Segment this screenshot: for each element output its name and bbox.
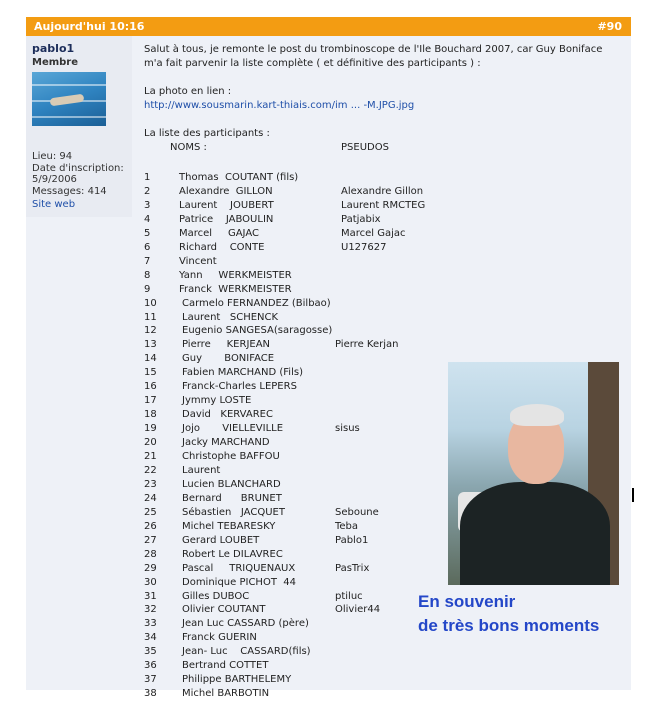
participant-name: Yann WERKMEISTER xyxy=(179,269,292,281)
participant-name: Fabien MARCHAND (Fils) xyxy=(182,367,303,379)
participant-number: 5 xyxy=(144,227,151,239)
author-meta xyxy=(32,151,124,197)
participant-number: 37 xyxy=(144,674,157,686)
participant-number: 17 xyxy=(144,395,157,407)
participant-name: Gilles DUBOC xyxy=(182,590,250,602)
participant-name: Patrice JABOULIN xyxy=(179,213,274,225)
col-pseudos-header: PSEUDOS xyxy=(341,142,389,153)
participant-number: 14 xyxy=(144,353,157,365)
participant-pseudo: Pablo1 xyxy=(335,534,369,546)
participant-number: 35 xyxy=(144,646,157,658)
post-timestamp: Aujourd'hui 10:16 xyxy=(34,20,145,33)
participant-number: 12 xyxy=(144,325,157,337)
text-cursor xyxy=(632,488,634,502)
participant-pseudo: Patjabix xyxy=(341,213,381,225)
participant-number: 38 xyxy=(144,688,157,700)
participant-name: Lucien BLANCHARD xyxy=(182,478,281,490)
participant-name: Michel TEBARESKY xyxy=(182,520,276,532)
participant-number: 11 xyxy=(144,311,157,323)
participant-number: 32 xyxy=(144,604,157,616)
photo-link[interactable]: http://www.sousmarin.kart-thiais.com/im ... -M.JPG.jpg xyxy=(144,100,415,111)
participant-number: 21 xyxy=(144,451,157,462)
participant-pseudo: sisus xyxy=(335,423,360,435)
participant-name: Pierre KERJEAN xyxy=(182,339,271,351)
participant-number: 6 xyxy=(144,241,151,253)
participant-name: Thomas COUTANT (fils) xyxy=(179,172,299,183)
participant-number: 8 xyxy=(144,269,151,281)
participant-name: Jojo VIELLEVILLE xyxy=(182,423,284,435)
participant-number: 2 xyxy=(144,185,151,197)
author-panel xyxy=(26,36,132,217)
participant-number: 13 xyxy=(144,339,157,351)
participant-name: Bertrand COTTET xyxy=(182,660,269,672)
participant-name: Franck GUERIN xyxy=(182,632,257,644)
participant-number: 33 xyxy=(144,618,157,630)
participant-pseudo: PasTrix xyxy=(335,562,370,574)
author-rank: Membre xyxy=(32,57,79,68)
participant-number: 26 xyxy=(144,520,157,532)
participant-number: 23 xyxy=(144,478,157,490)
participant-name: Laurent xyxy=(182,464,221,476)
participant-name: Richard CONTE xyxy=(179,241,265,253)
post-number-link[interactable]: #90 xyxy=(597,20,622,33)
participant-number: 4 xyxy=(144,213,151,225)
participant-number: 34 xyxy=(144,632,157,644)
participant-name: Olivier COUTANT xyxy=(182,604,266,616)
participant-pseudo: Marcel Gajac xyxy=(341,227,406,239)
participant-number: 18 xyxy=(144,409,157,421)
participant-name: Guy BONIFACE xyxy=(182,353,275,365)
participant-number: 10 xyxy=(144,297,157,309)
participant-pseudo: Teba xyxy=(335,520,359,532)
participant-number: 9 xyxy=(144,283,151,295)
participant-pseudo: Alexandre Gillon xyxy=(341,185,424,197)
participant-pseudo: Olivier44 xyxy=(335,604,381,616)
participant-name: Franck-Charles LEPERS xyxy=(182,381,297,393)
participant-name: Sébastien JACQUET xyxy=(182,506,285,518)
participant-name: Jymmy LOSTE xyxy=(182,395,252,407)
participant-name: Marcel GAJAC xyxy=(179,227,259,239)
avatar xyxy=(32,72,106,126)
participant-number: 25 xyxy=(144,506,157,518)
participant-name: Laurent JOUBERT xyxy=(179,199,274,211)
participant-number: 36 xyxy=(144,660,157,672)
participant-number: 3 xyxy=(144,199,151,211)
participant-name: Eugenio SANGESA(saragosse) xyxy=(182,325,333,337)
list-label: La liste des participants : xyxy=(144,128,270,139)
photo-label: La photo en lien : xyxy=(144,86,232,97)
participant-number: 19 xyxy=(144,423,157,435)
participant-pseudo: Pierre Kerjan xyxy=(335,339,399,351)
intro-text: Salut à tous, je remonte le post du trombinoscope de l'Ile Bouchard 2007, car Guy Boniface m'a fait parvenir la liste complète ( et définitive des participants ) : xyxy=(144,44,603,69)
participant-name: Dominique PICHOT 44 xyxy=(182,576,297,588)
post-header xyxy=(26,17,631,36)
author-joined-label: Date d'inscription: xyxy=(32,162,124,174)
participant-number: 16 xyxy=(144,381,157,393)
author-messages: Messages: 414 xyxy=(32,185,107,197)
list-header xyxy=(170,141,389,155)
caption-line-1: En souvenir xyxy=(418,592,516,611)
participant-pseudo: U127627 xyxy=(341,241,387,253)
participant-name: Jean- Luc CASSARD(fils) xyxy=(182,646,311,658)
participant-name: David KERVAREC xyxy=(182,409,273,421)
col-names-header: NOMS : xyxy=(170,142,207,153)
participant-number: 22 xyxy=(144,464,157,476)
participant-number: 20 xyxy=(144,437,157,449)
caption-line-2: de très bons moments xyxy=(418,616,600,635)
participant-name: Michel BARBOTIN xyxy=(182,688,270,700)
participant-number: 1 xyxy=(144,172,151,183)
participant-number: 7 xyxy=(144,255,151,267)
participant-number: 29 xyxy=(144,562,157,574)
participant-name: Christophe BAFFOU xyxy=(182,451,280,462)
participant-number: 24 xyxy=(144,492,157,504)
participant-name: Robert Le DILAVREC xyxy=(182,548,283,560)
participant-pseudo: Seboune xyxy=(335,506,379,518)
author-username[interactable]: pablo1 xyxy=(32,42,75,55)
author-location: Lieu: 94 xyxy=(32,151,73,162)
author-joined-date: 5/9/2006 xyxy=(32,174,77,185)
participant-name: Bernard BRUNET xyxy=(182,492,282,504)
participant-number: 31 xyxy=(144,590,157,602)
participant-name: Carmelo FERNANDEZ (Bilbao) xyxy=(182,297,331,309)
participant-name: Pascal TRIQUENAUX xyxy=(182,562,296,574)
participant-name: Franck WERKMEISTER xyxy=(179,283,292,295)
participant-name: Gerard LOUBET xyxy=(182,534,260,546)
participant-number: 27 xyxy=(144,534,157,546)
participant-number: 15 xyxy=(144,367,157,379)
participant-pseudo: ptiluc xyxy=(335,590,363,602)
participant-name: Vincent xyxy=(179,255,217,267)
participant-number: 28 xyxy=(144,548,157,560)
participant-name: Laurent SCHENCK xyxy=(182,311,279,323)
participant-pseudo: Laurent RMCTEG xyxy=(341,199,426,211)
participant-name: Jacky MARCHAND xyxy=(182,437,270,449)
participant-name: Jean Luc CASSARD (père) xyxy=(182,618,309,630)
photo-caption xyxy=(418,590,599,638)
memorial-photo xyxy=(448,362,619,585)
participant-number: 30 xyxy=(144,576,157,588)
website-link[interactable]: Site web xyxy=(32,199,76,210)
participant-name: Philippe BARTHELEMY xyxy=(182,674,292,686)
participant-name: Alexandre GILLON xyxy=(179,185,273,197)
